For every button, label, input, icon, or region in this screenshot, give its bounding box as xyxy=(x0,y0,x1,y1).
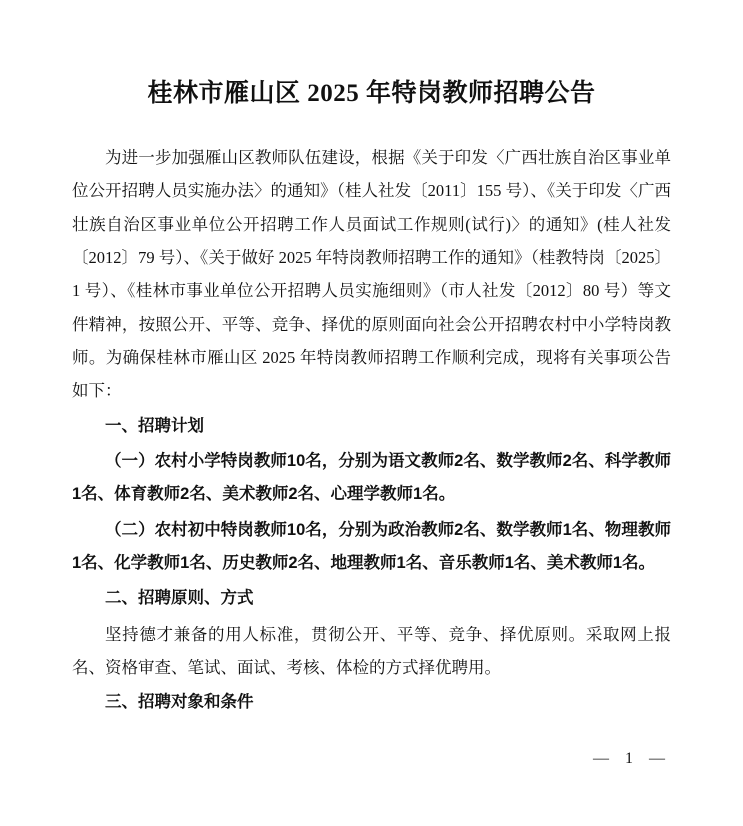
section-heading-principles-methods: 二、招聘原则、方式 xyxy=(105,589,254,608)
paragraph-middle-school-positions: （二）农村初中特岗教师10名，分别为政治教师2名、数学教师1名、物理教师1名、化学教师1名、历史教师2名、地理教师1名、音乐教师1名、美术教师1名。 xyxy=(72,520,671,572)
page-number: — 1 — xyxy=(593,750,671,767)
paragraph-primary-school-positions: （一）农村小学特岗教师10名，分别为语文教师2名、数学教师2名、科学教师1名、体育教师2名、美术教师2名、心理学教师1名。 xyxy=(72,451,671,504)
paragraph-principles-methods: 坚持德才兼备的用人标准，贯彻公开、平等、竞争、择优原则。采取网上报名、资格审查、笔试、面试、考核、体检的方式择优聘用。 xyxy=(72,624,671,677)
page-title: 桂林市雁山区 2025 年特岗教师招聘公告 xyxy=(147,80,596,107)
document-body xyxy=(72,141,671,720)
paragraph-intro: 为进一步加强雁山区教师队伍建设，根据《关于印发〈广西壮族自治区事业单位公开招聘人员实施办法〉的通知》（桂人社发〔2011〕155 号）、《关于印发〈广西壮族自治区事业单位公开招聘工作人员面试工作规则(试行)〉的通知》(桂人社发〔2012〕79 号）、《关于做好 2025 年特岗教师招聘工作的通知》（桂教特岗〔2025〕1 号）、《桂林市事业单位公开招聘人员实施细则》（市人社发〔2012〕80 号）等文件精神，按照公开、平等、竞争、择优的原则面向社会公开招聘农村中小学特岗教师。为确保桂林市雁山区 2025 年特岗教师招聘工作顺利完成，现将有关事项公告如下： xyxy=(72,148,671,401)
section-heading-recruitment-plan: 一、招聘计划 xyxy=(105,416,204,435)
section-heading-targets-conditions: 三、招聘对象和条件 xyxy=(105,693,254,712)
